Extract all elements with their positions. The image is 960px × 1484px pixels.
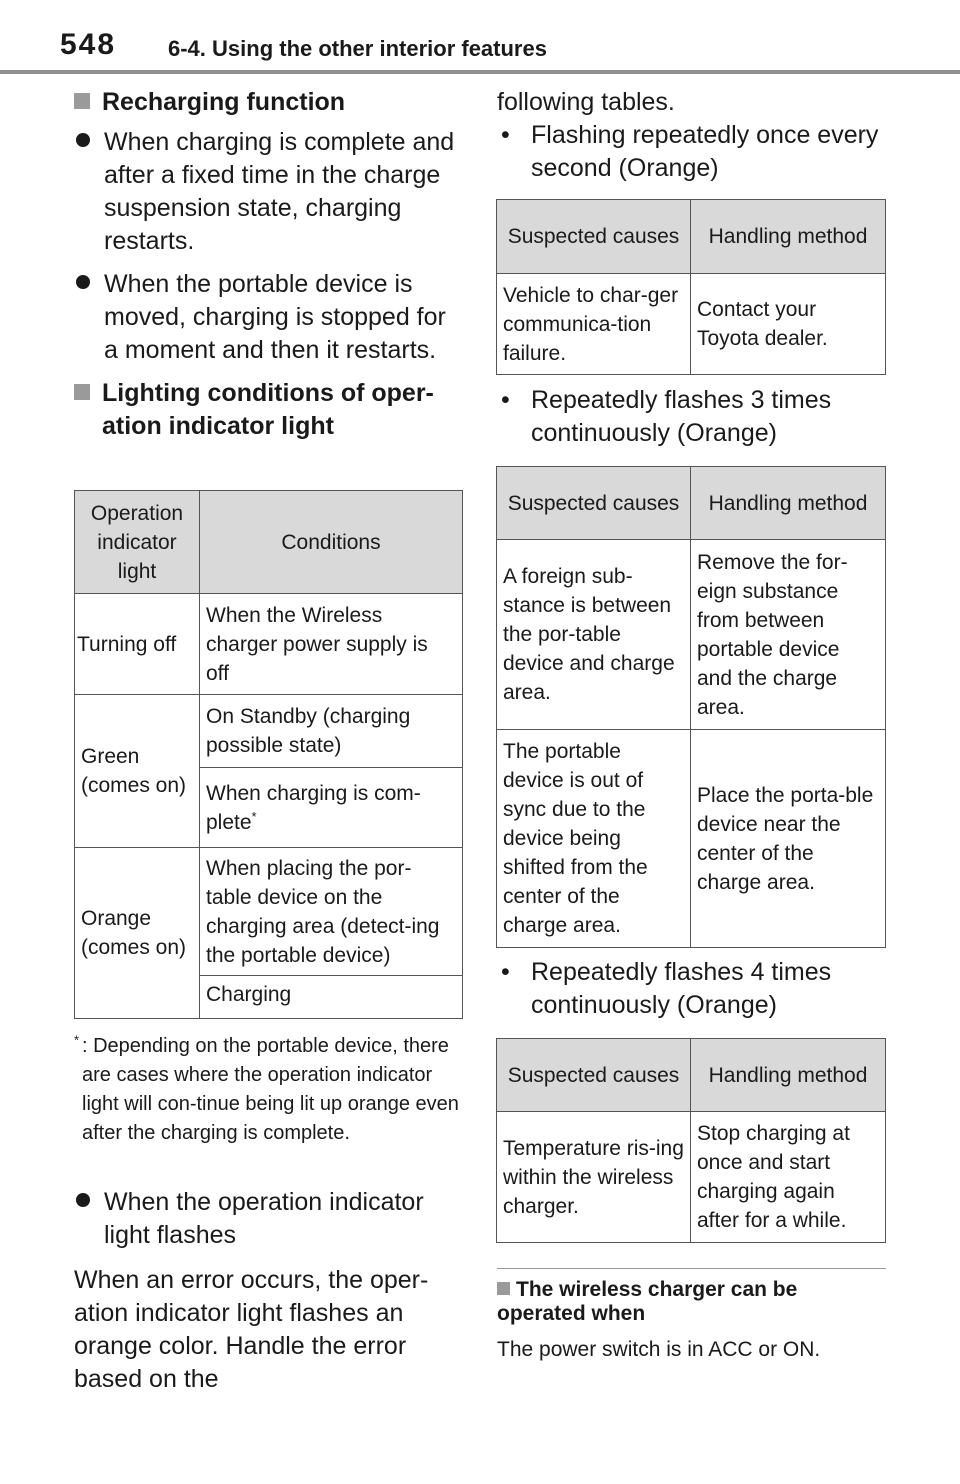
note-heading: The wireless charger can be operated when bbox=[497, 1278, 798, 1325]
footnote bbox=[74, 1032, 466, 1148]
table-header: Suspected causes bbox=[497, 1039, 691, 1112]
bullet-item bbox=[74, 126, 466, 258]
sub-item: • Repeatedly flashes 4 times continuously (Orange) bbox=[497, 956, 887, 1022]
table-header: Handling method bbox=[691, 467, 886, 540]
footnote-mark: * bbox=[74, 1032, 80, 1048]
right-case3 bbox=[497, 956, 887, 1022]
sub-item: • Flashing repeatedly once every second (Orange) bbox=[497, 119, 887, 185]
table-cell: Green (comes on) bbox=[75, 695, 200, 848]
bullet-text: When charging is complete and after a fixed time in the charge suspension state, charging restarts. bbox=[104, 128, 455, 255]
right-case2 bbox=[497, 384, 887, 450]
case-label: Repeatedly flashes 3 times continuously (Orange) bbox=[531, 386, 832, 447]
header-divider bbox=[0, 70, 960, 74]
table-cell: Remove the for-eign substance from between portable device and the charge area. bbox=[691, 540, 886, 730]
table-header: Operation indicator light bbox=[75, 491, 200, 594]
round-bullet-icon bbox=[74, 126, 104, 258]
case-label: Flashing repeatedly once every second (Orange) bbox=[531, 121, 879, 182]
left-column bbox=[74, 86, 466, 443]
error-table-1 bbox=[496, 199, 886, 375]
page-number: 548 bbox=[60, 28, 117, 61]
table-cell: Temperature ris-ing within the wireless charger. bbox=[497, 1112, 691, 1243]
lighting-heading: Lighting conditions of oper- bbox=[74, 377, 466, 410]
lighting-heading-line2: ation indicator light bbox=[102, 412, 334, 440]
bullet-item bbox=[74, 1186, 466, 1252]
body-paragraph-cont: following tables. bbox=[497, 88, 675, 116]
table-cell: Orange (comes on) bbox=[75, 848, 200, 1019]
table-header: Suspected causes bbox=[497, 200, 691, 274]
square-bullet-icon bbox=[74, 93, 90, 109]
square-bullet-icon bbox=[497, 1282, 510, 1295]
table-cell: Charging bbox=[200, 976, 463, 1019]
case-label: Repeatedly flashes 4 times continuously (Orange) bbox=[531, 958, 832, 1019]
table-cell: Turning off bbox=[75, 594, 200, 695]
sub-item: • Repeatedly flashes 3 times continuously (Orange) bbox=[497, 384, 887, 450]
indicator-light-table bbox=[74, 490, 463, 1019]
square-bullet-icon bbox=[74, 384, 90, 400]
table-cell: When placing the por-table device on the charging area (detect-ing the portable device) bbox=[200, 848, 463, 976]
table-header: Handling method bbox=[691, 1039, 886, 1112]
section-title: 6-4. Using the other interior features bbox=[168, 36, 547, 61]
footnote-mark: * bbox=[251, 808, 257, 824]
round-bullet-icon bbox=[74, 1186, 104, 1252]
table-cell: Vehicle to char-ger communica-tion failure. bbox=[497, 274, 691, 375]
table-header: Handling method bbox=[691, 200, 886, 274]
table-cell: Stop charging at once and start charging again after for a while. bbox=[691, 1112, 886, 1243]
body-paragraph: When an error occurs, the oper-ation indicator light flashes an orange color. Handle the error based on the bbox=[74, 1266, 429, 1393]
bullet-text: When the portable device is moved, charging is stopped for a moment and then it restarts. bbox=[104, 270, 446, 364]
left-column-bottom bbox=[74, 1186, 466, 1396]
table-header: Conditions bbox=[200, 491, 463, 594]
table-cell: Place the porta-ble device near the center of the charge area. bbox=[691, 730, 886, 948]
note-text: The power switch is in ACC or ON. bbox=[497, 1338, 821, 1361]
table-cell: When the Wireless charger power supply is off bbox=[200, 594, 463, 695]
table-cell: The portable device is out of sync due to the device being shifted from the center of the charge area. bbox=[497, 730, 691, 948]
bullet-item bbox=[74, 268, 466, 367]
footnote-text: : Depending on the portable device, there are cases where the operation indicator light will con-tinue being lit up orange even after the charging is complete. bbox=[82, 1035, 459, 1144]
note-box bbox=[497, 1278, 886, 1364]
right-column-top bbox=[497, 86, 887, 185]
table-cell: When charging is com-plete* bbox=[200, 768, 463, 848]
table-header: Suspected causes bbox=[497, 467, 691, 540]
error-table-3 bbox=[496, 1038, 886, 1243]
recharging-heading: Recharging function bbox=[74, 86, 466, 119]
note-divider bbox=[497, 1268, 886, 1269]
table-cell: A foreign sub-stance is between the por-table device and charge area. bbox=[497, 540, 691, 730]
error-table-2 bbox=[496, 466, 886, 948]
bullet-text: When the operation indicator light flashes bbox=[104, 1188, 424, 1249]
round-bullet-icon bbox=[74, 268, 104, 367]
table-cell: On Standby (charging possible state) bbox=[200, 695, 463, 768]
table-cell: Contact your Toyota dealer. bbox=[691, 274, 886, 375]
